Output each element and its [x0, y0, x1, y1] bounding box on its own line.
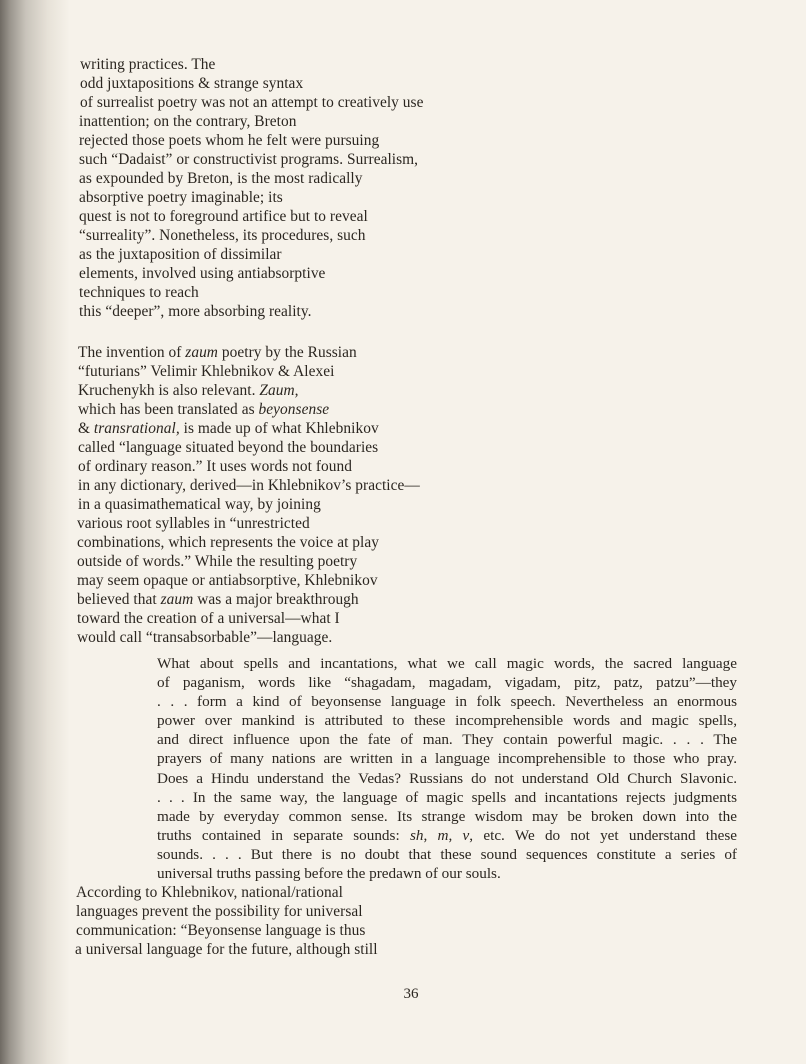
text-line: elements, involved using antiabsorptive [79, 265, 326, 282]
text-line: would call “transabsorbable”—language. [77, 629, 333, 646]
text-line: such “Dadaist” or constructivist programs. Surrealism, [79, 151, 419, 168]
text-line: “futurians” Velimir Khlebnikov & Alexei [78, 363, 335, 380]
italic-sound: sh [409, 826, 424, 844]
italic-term: Zaum, [259, 382, 299, 399]
italic-term: zaum [185, 344, 218, 361]
italic-term: beyonsense [258, 401, 330, 418]
text-line: odd juxtapositions & strange syntax [80, 75, 304, 92]
text-line: toward the creation of a universal—what I [77, 610, 340, 627]
quote-line: . . . form a kind of beyonsense language in folk speech. Nevertheless an enormous [157, 693, 737, 711]
text-line: in any dictionary, derived—in Khlebnikov’s practice— [78, 477, 420, 494]
text-line: & transrational, is made up of what Khlebnikov [78, 420, 379, 437]
text-line: of ordinary reason.” It uses words not found [78, 458, 353, 475]
quote-line: made by everyday common sense. Its strange wisdom may be broken down into the [157, 807, 737, 825]
quote-line: of paganism, words like “shagadam, magadam, vigadam, pitz, patz, patzu”—they [157, 674, 737, 692]
text-line: The invention of zaum poetry by the Russian [78, 344, 357, 361]
text-line: believed that zaum was a major breakthrough [77, 591, 359, 608]
quote-line: prayers of many nations are written in a language incomprehensible to those who pray. [157, 750, 737, 768]
quote-line: and direct influence upon the fate of man. They contain powerful magic. . . . The [157, 731, 737, 749]
text-line: techniques to reach [79, 284, 199, 301]
quote-line: power over mankind is attributed to these incomprehensible words and magic spells, [157, 712, 737, 730]
text-line: outside of words.” While the resulting poetry [77, 553, 358, 570]
text-line: combinations, which represents the voice at play [77, 534, 379, 551]
text-line: Kruchenykh is also relevant. Zaum, [78, 382, 299, 399]
text-line: as expounded by Breton, is the most radically [79, 170, 363, 187]
quote-line: Does a Hindu understand the Vedas? Russians do not understand Old Church Slavonic. [157, 769, 737, 787]
quote-line: sounds. . . . But there is no doubt that these sound sequences constitute a series of [157, 845, 737, 863]
quote-line: universal truths passing before the predawn of our souls. [157, 865, 501, 883]
italic-term: zaum [160, 591, 194, 608]
text-line: called “language situated beyond the boundaries [78, 439, 379, 456]
text-line: of surrealist poetry was not an attempt to creatively use [80, 94, 424, 111]
block-quote [157, 654, 737, 883]
text-line: in a quasimathematical way, by joining [78, 496, 321, 513]
italic-term: transrational, [93, 420, 180, 437]
text-line: languages prevent the possibility for universal [76, 903, 363, 920]
text-line: quest is not to foreground artifice but to reveal [79, 208, 368, 225]
quote-line: . . . In the same way, the language of magic spells and incantations rejects judgments [157, 788, 737, 806]
page-number: 36 [403, 986, 419, 1002]
quote-line: truths contained in separate sounds: sh, m, v, etc. We do not yet understand these [157, 826, 738, 844]
text-line: this “deeper”, more absorbing reality. [79, 303, 312, 320]
text-line: communication: “Beyonsense language is thus [76, 922, 366, 939]
italic-sound: v [462, 826, 470, 844]
text-line: as the juxtaposition of dissimilar [79, 246, 282, 263]
text-line: writing practices. The [80, 56, 216, 73]
text-line: absorptive poetry imaginable; its [79, 189, 283, 206]
quote-line: What about spells and incantations, what we call magic words, the sacred language [157, 655, 737, 672]
text-line: “surreality”. Nonetheless, its procedures, such [79, 227, 366, 244]
text-line: rejected those poets whom he felt were pursuing [79, 132, 380, 149]
text-line: inattention; on the contrary, Breton [79, 113, 297, 130]
text-line: various root syllables in “unrestricted [77, 515, 310, 532]
italic-sound: m [437, 826, 449, 844]
text-line: a universal language for the future, although still [75, 941, 378, 958]
text-line: According to Khlebnikov, national/rational [76, 884, 343, 901]
text-line: which has been translated as beyonsense [78, 401, 330, 418]
text-line: may seem opaque or antiabsorptive, Khlebnikov [77, 572, 378, 589]
